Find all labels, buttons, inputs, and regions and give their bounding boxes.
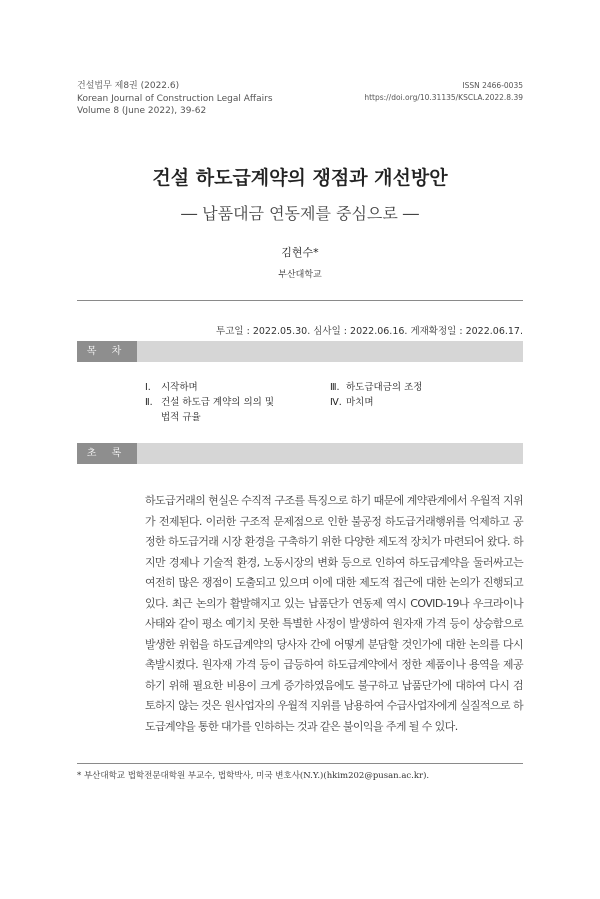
toc-item[interactable] [330,380,422,395]
issn: ISSN 2466-0035 [462,81,523,90]
author-affiliation: 부산대학교 [278,270,322,280]
paper-title: 건설 하도급계약의 쟁점과 개선방안 [152,167,448,189]
author-footnote: * 부산대학교 법학전문대학원 부교수, 법학박사, 미국 변호사(N.Y.)(hkim202@pusan.ac.kr). [77,771,430,781]
toc-item-number: Ⅱ. [145,397,153,408]
toc-item-number: Ⅰ. [145,382,151,393]
journal-volume-issue: 건설법무 제8권 (2022.6) [77,81,180,91]
toc-header-bar [77,341,523,362]
toc-item-text-cont: 법적 규율 [161,412,201,423]
footnote-divider [77,763,523,764]
toc-item-text: 건설 하도급 계약의 의의 및 [161,397,275,408]
journal-english-name: Korean Journal of Construction Legal Affairs [77,93,273,104]
toc-label: 목 차 [77,341,137,362]
abstract-label: 초 록 [77,443,137,464]
toc-item-number: Ⅳ. [330,397,342,408]
toc-item-text: 마치며 [346,397,374,408]
toc-item[interactable] [330,395,422,410]
toc-item[interactable] [145,395,274,410]
paper-subtitle: ― 납품대금 연동제를 중심으로 ― [181,204,419,223]
toc-column-left [145,380,274,425]
toc-item-continuation[interactable] [145,410,274,425]
journal-header-left [77,80,273,118]
toc-column-right [330,380,422,410]
toc-item-number: Ⅲ. [330,382,340,393]
divider [77,300,523,301]
abstract-text: 하도급거래의 현실은 수직적 구조를 특징으로 하기 때문에 계약관계에서 우월적 지위가 전제된다. 이러한 구조적 문제점으로 인한 불공정 하도급거래행위를 억제하고 공정한 하도급거래 시장 환경을 구축하기 위한 다양한 제도적 장치가 마련되어 왔다. 하지만 경제나 기술적 환경, 노동시장의 변화 등으로 인하여 하도급계약을 둘러싸고는 여전히 많은 쟁점이 도출되고 있으며 이에 대한 제도적 접근에 대한 논의가 진행되고 있다. 최근 논의가 활발해지고 있는 납품단가 연동제 역시 COVID-19나 우크라이나 사태와 같이 평소 예기치 못한 특별한 사정이 발생하여 원자재 가격 등이 상승함으로 발생한 위험을 하도급계약의 당사자 간에 어떻게 분담할 것인가에 대한 논의를 다시 촉발시켰다. 원자재 가격 등이 급등하여 하도급계약에서 정한 제품이나 용역을 제공하기 위해 필요한 비용이 크게 증가하였음에도 불구하고 납품단가에 대하여 다시 검토하지 않는 것은 원사업자의 우월적 지위를 남용하여 수급사업자에게 실질적으로 하도급계약을 통한 대가를 인하하는 것과 같은 불이익을 주게 될 수 있다. [145,494,523,733]
author-name: 김현수* [281,246,319,259]
journal-header-right [364,80,523,104]
doi-link[interactable]: https://doi.org/10.31135/KSCLA.2022.8.39 [364,93,523,102]
submission-dates: 투고일 : 2022.05.30. 심사일 : 2022.06.16. 게재확정일 : 2022.06.17. [216,326,523,337]
abstract-header-bar [77,443,523,464]
toc-item-text: 시작하며 [161,382,198,393]
toc-item[interactable] [145,380,274,395]
toc-item-text: 하도급대금의 조정 [346,382,423,393]
journal-volume-pages: Volume 8 (June 2022), 39-62 [77,106,207,116]
